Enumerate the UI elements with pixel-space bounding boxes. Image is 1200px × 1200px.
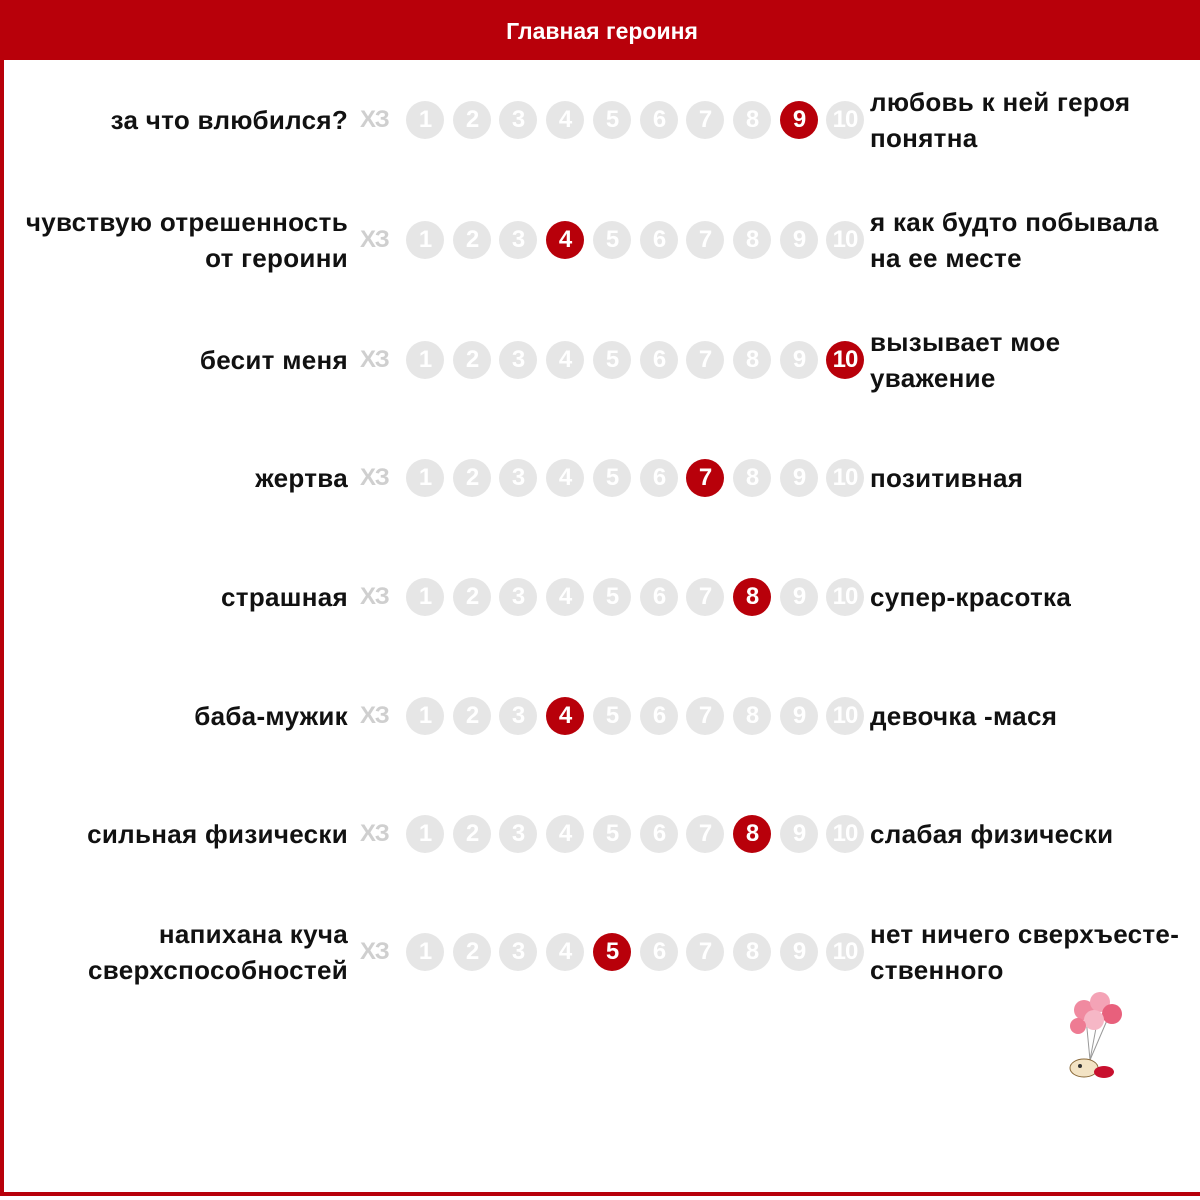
rating-option-9[interactable]: 9 <box>780 697 818 735</box>
right-pole-label: я как будто побывала на ее месте <box>870 207 1159 273</box>
rating-option-10[interactable]: 10 <box>826 815 864 853</box>
rating-option-3[interactable]: 3 <box>499 341 537 379</box>
rating-option-2[interactable]: 2 <box>453 459 491 497</box>
rating-option-7[interactable]: 7 <box>686 101 724 139</box>
rating-option-3[interactable]: 3 <box>499 459 537 497</box>
right-pole-label: вызывает мое уважение <box>870 327 1061 393</box>
rating-option-8[interactable]: 8 <box>733 933 771 971</box>
rating-option-1[interactable]: 1 <box>406 933 444 971</box>
right-pole-label: позитивная <box>870 463 1024 493</box>
rating-option-4[interactable]: 4 <box>546 578 584 616</box>
rating-option-8[interactable]: 8 <box>733 221 771 259</box>
right-pole-label: супер-красотка <box>870 582 1072 612</box>
rating-option-5[interactable]: 5 <box>593 933 631 971</box>
dont-know-option[interactable]: ХЗ <box>360 464 389 491</box>
rating-option-7[interactable]: 7 <box>686 815 724 853</box>
rating-option-5[interactable]: 5 <box>593 578 631 616</box>
rating-option-5[interactable]: 5 <box>593 101 631 139</box>
rating-option-1[interactable]: 1 <box>406 221 444 259</box>
rating-option-1[interactable]: 1 <box>406 815 444 853</box>
left-pole-label: бесит меня <box>199 345 348 375</box>
left-pole-label: сильная физически <box>87 819 348 849</box>
rating-option-5[interactable]: 5 <box>593 221 631 259</box>
rating-option-6[interactable]: 6 <box>640 341 678 379</box>
dont-know-option[interactable]: ХЗ <box>360 702 389 729</box>
rating-option-8[interactable]: 8 <box>733 341 771 379</box>
rating-option-2[interactable]: 2 <box>453 933 491 971</box>
rating-option-5[interactable]: 5 <box>593 341 631 379</box>
rating-option-10[interactable]: 10 <box>826 341 864 379</box>
rating-option-4[interactable]: 4 <box>546 101 584 139</box>
rating-option-2[interactable]: 2 <box>453 815 491 853</box>
rating-option-1[interactable]: 1 <box>406 341 444 379</box>
rating-option-2[interactable]: 2 <box>453 341 491 379</box>
rating-option-10[interactable]: 10 <box>826 101 864 139</box>
rating-option-7[interactable]: 7 <box>686 221 724 259</box>
rating-option-6[interactable]: 6 <box>640 815 678 853</box>
rating-option-4[interactable]: 4 <box>546 459 584 497</box>
rating-option-2[interactable]: 2 <box>453 578 491 616</box>
rating-option-8[interactable]: 8 <box>733 815 771 853</box>
left-pole-label: страшная <box>221 582 348 612</box>
header-bar <box>4 0 1200 60</box>
rating-option-6[interactable]: 6 <box>640 101 678 139</box>
rating-option-4[interactable]: 4 <box>546 221 584 259</box>
rating-option-8[interactable]: 8 <box>733 459 771 497</box>
dont-know-option[interactable]: ХЗ <box>360 226 389 253</box>
rating-option-4[interactable]: 4 <box>546 341 584 379</box>
rating-option-3[interactable]: 3 <box>499 815 537 853</box>
rating-option-1[interactable]: 1 <box>406 459 444 497</box>
rating-option-1[interactable]: 1 <box>406 697 444 735</box>
rating-option-10[interactable]: 10 <box>826 578 864 616</box>
rating-option-1[interactable]: 1 <box>406 101 444 139</box>
rating-option-7[interactable]: 7 <box>686 341 724 379</box>
rating-option-9[interactable]: 9 <box>780 933 818 971</box>
rating-option-6[interactable]: 6 <box>640 221 678 259</box>
rating-option-4[interactable]: 4 <box>546 815 584 853</box>
left-pole-label: жертва <box>255 463 348 493</box>
rating-option-9[interactable]: 9 <box>780 459 818 497</box>
rating-option-5[interactable]: 5 <box>593 459 631 497</box>
rating-option-7[interactable]: 7 <box>686 578 724 616</box>
rating-option-5[interactable]: 5 <box>593 697 631 735</box>
rating-option-10[interactable]: 10 <box>826 697 864 735</box>
rating-option-8[interactable]: 8 <box>733 578 771 616</box>
right-pole-label: девочка -мася <box>870 701 1058 731</box>
rating-option-9[interactable]: 9 <box>780 221 818 259</box>
rating-option-4[interactable]: 4 <box>546 697 584 735</box>
page-title: Главная героиня <box>506 18 698 44</box>
rating-option-9[interactable]: 9 <box>780 341 818 379</box>
dont-know-option[interactable]: ХЗ <box>360 583 389 610</box>
rating-option-9[interactable]: 9 <box>780 815 818 853</box>
dont-know-option[interactable]: ХЗ <box>360 820 389 847</box>
left-pole-label: напихана куча сверхспособностей <box>88 919 348 985</box>
right-pole-label: нет ничего сверхъесте-ственного <box>870 919 1180 985</box>
rating-option-3[interactable]: 3 <box>499 933 537 971</box>
rating-option-9[interactable]: 9 <box>780 578 818 616</box>
rating-option-4[interactable]: 4 <box>546 933 584 971</box>
rating-option-6[interactable]: 6 <box>640 697 678 735</box>
rating-option-7[interactable]: 7 <box>686 933 724 971</box>
rating-option-7[interactable]: 7 <box>686 697 724 735</box>
rating-option-5[interactable]: 5 <box>593 815 631 853</box>
rating-option-10[interactable]: 10 <box>826 933 864 971</box>
rating-option-3[interactable]: 3 <box>499 101 537 139</box>
balloons-sticker-icon <box>1056 988 1136 1088</box>
rating-option-1[interactable]: 1 <box>406 578 444 616</box>
rating-option-3[interactable]: 3 <box>499 221 537 259</box>
dont-know-option[interactable]: ХЗ <box>360 938 389 965</box>
rating-option-2[interactable]: 2 <box>453 221 491 259</box>
dont-know-option[interactable]: ХЗ <box>360 346 389 373</box>
rating-option-6[interactable]: 6 <box>640 933 678 971</box>
rating-option-10[interactable]: 10 <box>826 459 864 497</box>
left-pole-label: баба-мужик <box>194 701 348 731</box>
rating-option-3[interactable]: 3 <box>499 697 537 735</box>
rating-option-6[interactable]: 6 <box>640 578 678 616</box>
rating-option-3[interactable]: 3 <box>499 578 537 616</box>
left-pole-label: за что влюбился? <box>110 105 348 135</box>
left-pole-label: чувствую отрешенность от героини <box>25 207 348 273</box>
right-pole-label: любовь к ней героя понятна <box>870 87 1131 153</box>
rating-option-9[interactable]: 9 <box>780 101 818 139</box>
rating-option-10[interactable]: 10 <box>826 221 864 259</box>
rating-option-2[interactable]: 2 <box>453 101 491 139</box>
right-pole-label: слабая физически <box>870 819 1114 849</box>
rating-option-8[interactable]: 8 <box>733 697 771 735</box>
rating-option-7[interactable]: 7 <box>686 459 724 497</box>
dont-know-option[interactable]: ХЗ <box>360 106 389 133</box>
rating-option-2[interactable]: 2 <box>453 697 491 735</box>
rating-option-8[interactable]: 8 <box>733 101 771 139</box>
rating-option-6[interactable]: 6 <box>640 459 678 497</box>
